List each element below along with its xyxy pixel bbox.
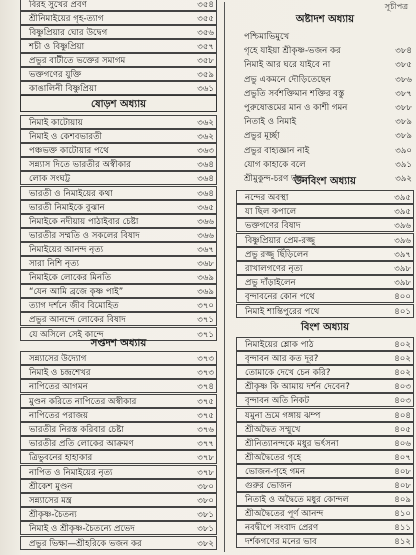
toc-entry-page: ৪০২ <box>394 368 411 379</box>
toc-entry-page: ৩৭৩ <box>197 354 214 364</box>
toc-entry <box>236 464 414 478</box>
toc-entry-title: পঞ্চভক্ত কাটোয়ার পথে <box>29 146 109 157</box>
toc-entry-page: ৩৯৬ <box>394 221 411 232</box>
chapter-heading: ষোড়শ অধ্যায় <box>20 95 217 112</box>
toc-entry-title: সারা নিশি নৃত্য <box>29 259 80 269</box>
toc-entry <box>20 365 217 379</box>
toc-entry-page: ৪০৮ <box>394 481 411 491</box>
toc-entry-title: যোগ কাহাকে বলে <box>244 159 306 170</box>
toc-entry-page: ৩৫৯ <box>197 70 214 80</box>
toc-entry <box>20 186 217 200</box>
toc-entry <box>236 218 414 232</box>
toc-entry-page: ৩৬৯ <box>197 287 214 298</box>
toc-entry <box>20 200 217 214</box>
toc-entry-title: সন্ন্যাসের মন্ত্র <box>29 496 72 506</box>
toc-entry <box>20 450 217 464</box>
toc-entry <box>20 270 217 284</box>
toc-entry-title: নিতাই ও নিমাই <box>244 117 297 128</box>
toc-entry <box>236 44 414 58</box>
toc-entry-page: ৩৭০ <box>197 301 214 312</box>
toc-entry-page: ৩৭৫ <box>197 410 214 421</box>
chapter-heading: সপ্তদশ অধ্যায় <box>90 338 147 349</box>
toc-entry-page: ৩৬৫ <box>197 202 214 213</box>
toc-entry-page: ৪০৬ <box>394 438 411 449</box>
toc-entry-page: ৩৮২ <box>197 538 214 549</box>
toc-entry <box>20 312 217 326</box>
toc-entry <box>20 284 217 298</box>
toc-entry <box>20 436 217 450</box>
toc-entry-title: শ্রীনিমাইয়ের গৃহ-ত্যাগ <box>29 14 104 24</box>
toc-entry-title: বিরহ সুখের প্রবণ <box>29 0 87 10</box>
toc-entry-title: শ্রীঅদ্বৈতের গৃহে <box>245 452 302 463</box>
toc-entry <box>236 365 414 379</box>
toc-entry-title: মুণ্ডন করিতে নাপিতের অস্বীকার <box>29 396 137 407</box>
toc-entry <box>236 158 414 172</box>
toc-entry-title: নিমাইয়ের আনন্দ নৃত্য <box>29 244 104 255</box>
toc-entry-page: ৪০২ <box>394 354 411 365</box>
toc-entry-page: ৩৬২ <box>197 132 214 143</box>
toc-entry-page: ৩৭৩ <box>197 368 214 379</box>
toc-entry-title: বৃন্দাবন অতি নিকট <box>245 396 310 407</box>
toc-entry-page: ৪০৩ <box>394 382 411 393</box>
toc-entry-title: যা ছিল কপালে <box>245 207 297 218</box>
toc-entry-title: সন্ন্যাসের উদ্যোগ <box>29 354 87 364</box>
toc-entry <box>236 436 414 450</box>
toc-entry <box>20 143 217 157</box>
toc-entry <box>236 520 414 534</box>
toc-entry-title: নিমাই ও চন্দ্রশেখর <box>29 368 91 379</box>
toc-entry <box>20 157 217 171</box>
toc-entry <box>236 450 414 464</box>
toc-entry <box>236 534 414 548</box>
toc-entry <box>236 379 414 393</box>
toc-entry-title: তোমাকে দেখে চেন করি? <box>245 368 331 379</box>
toc-entry-title: শ্রীকেশ মুণ্ডন <box>29 481 73 492</box>
toc-entry-title: ভারতীর সম্মতি ও সকলের বিষাদ <box>29 230 140 241</box>
toc-entry <box>236 115 414 129</box>
toc-entry-page: ৩৮১ <box>197 524 214 535</box>
toc-entry-page: ৩৬৯ <box>197 273 214 284</box>
toc-entry-page: ৩৮৯ <box>395 117 412 128</box>
toc-entry <box>20 81 217 95</box>
toc-entry-page: ৩৫৮ <box>197 56 214 66</box>
toc-entry-page: ৪০৮ <box>394 466 411 477</box>
toc-entry-title: শ্রীকৃষ্ণ কি আমায় দর্শন দেবেন? <box>245 382 350 393</box>
toc-entry-page: ৩৭৫ <box>197 396 214 407</box>
toc-entry-title: বৃন্দাবন আর কত দূর? <box>245 354 319 365</box>
toc-entry <box>236 422 414 436</box>
toc-entry-title: নন্দের অবস্থা <box>245 193 289 203</box>
toc-entry-page: ৩৭৭ <box>197 439 214 450</box>
toc-entry-title: নিমাই কাটোয়ায় <box>29 118 83 128</box>
toc-entry-title: প্রভুর বাহ্যজ্ঞান নাই <box>244 145 310 156</box>
toc-entry-page: ৩৮৬ <box>395 74 412 85</box>
toc-entry <box>20 408 217 422</box>
toc-entry-page: ৪০৫ <box>394 424 411 435</box>
toc-entry-page: ৩৮০ <box>197 481 214 492</box>
toc-entry-title: নিতাই ও অদ্বৈতে মধুর কোন্দল <box>245 495 349 506</box>
toc-entry-title: নাপিতের আগমন <box>29 382 88 393</box>
toc-entry-title: নিমাই শান্তিপুরের পথে <box>245 306 320 317</box>
toc-entry-page: ৩৯৭ <box>394 249 411 260</box>
toc-entry-title: ভারতী নিমাইকে বুঝান <box>29 202 105 213</box>
toc-entry-title: ভক্তগণের যুক্তি <box>29 70 82 80</box>
toc-entry-page: ৩৬২ <box>197 118 214 128</box>
toc-entry-title: নিমাই আর ঘরে যাইবে না <box>244 60 331 71</box>
toc-entry-page: ৪০০ <box>394 292 411 303</box>
toc-entry-title: নাপিতের পরাজয় <box>29 410 89 421</box>
toc-entry <box>236 233 414 247</box>
toc-entry-title: সন্ন্যাস দিতে ভারতীর অস্বীকার <box>29 160 131 171</box>
toc-entry-page: ৩৮৮ <box>395 103 412 113</box>
toc-entry-title: শ্রীকৃষ্ণ-চৈতন্য <box>29 510 77 521</box>
toc-entry <box>20 171 217 185</box>
toc-entry-page: ৪০৪ <box>394 410 411 421</box>
toc-entry-title: শ্রীমুকুন্দ-চরণ ভজন <box>244 174 311 184</box>
toc-entry-page: ৩৮৯ <box>395 131 412 142</box>
toc-entry <box>20 228 217 242</box>
toc-entry-page: ৩৭৪ <box>197 382 214 393</box>
toc-entry-title: শ্রীনিত্যানন্দকে মধুর ভর্ৎসনা <box>245 438 339 449</box>
toc-entry <box>236 506 414 520</box>
toc-entry-title: শ্রীঅদ্বৈত সম্মুখে <box>245 424 301 435</box>
toc-entry-page: ৪০১ <box>394 306 411 317</box>
toc-entry-title: ভক্তগণের বিষাদ <box>245 221 301 232</box>
toc-entry <box>236 393 414 407</box>
toc-entry-page: ৩৬৪ <box>197 188 214 199</box>
toc-entry-page: ৪০৭ <box>394 452 411 463</box>
toc-entry-title: দর্শকগণের মনের ভাব <box>245 537 317 548</box>
toc-entry-title: বিষ্ণুপ্রিয়ার ঘোর উদ্বেগ <box>29 28 108 38</box>
toc-entry-title: ত্যাগ দর্শনে জীব বিমোহিত <box>29 301 119 312</box>
toc-entry <box>20 0 217 11</box>
toc-entry-title: ভারতীর প্রতি লোকের আক্রমণ <box>29 439 134 450</box>
toc-entry-title: প্রভু দাঁড়াইলেন <box>245 278 296 289</box>
toc-entry <box>236 351 414 365</box>
toc-entry-page: ৩৯৬ <box>394 235 411 246</box>
toc-entry-page: ৩৭১ <box>197 329 214 340</box>
toc-entry <box>20 507 217 521</box>
toc-entry-page: ৩৭৮ <box>197 453 214 464</box>
toc-entry-page: ৩৫৬ <box>197 28 214 38</box>
toc-entry <box>236 304 414 318</box>
toc-entry <box>20 422 217 436</box>
toc-entry-title: গৃহে যাইয়া শ্রীকৃষ্ণ-ভজন কর <box>244 46 341 57</box>
toc-entry <box>20 115 217 129</box>
toc-entry <box>236 204 414 218</box>
toc-entry-page: ৩৮৫ <box>395 60 412 71</box>
toc-entry-page: ৩৭৬ <box>197 425 214 435</box>
toc-entry-title: প্রভুর আনন্দে লোকের বিষাদ <box>29 315 126 326</box>
toc-entry-title: শ্রীঅদ্বৈতের পূর্ণ আনন্দ <box>245 509 324 520</box>
chapter-heading: অষ্টাদশ অধ্যায় <box>295 14 355 25</box>
toc-entry <box>20 536 217 550</box>
toc-entry-title: নিমাইয়ের শ্লোক পাঠ <box>245 340 314 350</box>
toc-entry <box>236 247 414 261</box>
column-divider <box>224 2 225 552</box>
toc-entry-title: ভারতী ও নিমাইয়ের কথা <box>29 188 113 199</box>
toc-entry-page: ৩৫৭ <box>197 42 214 52</box>
toc-entry-title: প্রভুর বাটীতে ভক্তের সমাগম <box>29 56 126 66</box>
chapter-heading: উনবিংশ অধ্যায় <box>294 176 356 187</box>
toc-entry-page: ৩৮৭ <box>395 88 412 99</box>
toc-entry <box>236 101 414 115</box>
toc-entry <box>236 87 414 101</box>
chapter-heading: বিংশ অধ্যায় <box>300 322 350 333</box>
toc-entry-title: নিমাইকে নদীয়ায় পাঠাইবার চেষ্টা <box>29 216 139 227</box>
toc-entry <box>20 256 217 270</box>
toc-entry-title: নিমাইকে লোকের মিনতি <box>29 273 112 284</box>
toc-entry-page: ৪০৯ <box>394 495 411 506</box>
toc-entry <box>236 275 414 289</box>
toc-entry-title: নিমাই ও কেশবভারতী <box>29 132 103 143</box>
toc-entry <box>20 351 217 365</box>
toc-entry-page: ৩৯৫ <box>394 207 411 218</box>
toc-entry-page: ৪০২ <box>394 340 411 350</box>
toc-entry-page: ৩৬৭ <box>197 244 214 255</box>
toc-entry-page: ৪১০ <box>394 509 411 520</box>
toc-entry <box>20 39 217 53</box>
toc-entry-title: প্রভু একমনে দৌড়িতেছেন <box>244 74 331 85</box>
toc-entry-title: কাঙালিনী বিষ্ণুপ্রিয়া <box>29 84 97 94</box>
toc-entry <box>20 479 217 493</box>
toc-entry-title: প্রভুর মূর্চ্ছা <box>244 131 280 142</box>
toc-entry-title: গুরুর ভোজন <box>245 481 292 491</box>
toc-entry-page: ৩৯০ <box>395 145 412 156</box>
toc-entry-title: প্রভু রজ্জু ছিঁড়িলেন <box>245 249 309 260</box>
toc-entry-page: ৪০৩ <box>394 396 411 407</box>
toc-entry-title: বিষ্ণুপ্রিয়ার প্রেম-রজ্জু <box>245 235 316 246</box>
toc-entry-page: ৩৭১ <box>197 315 214 326</box>
toc-entry-title: শচী ও বিষ্ণুপ্রিয়া <box>29 42 85 52</box>
toc-entry <box>236 289 414 303</box>
toc-entry-title: নবদ্বীপে সংবাদ প্রেরণ <box>245 523 319 534</box>
toc-entry-page: ৩৬৮ <box>197 259 214 269</box>
toc-entry <box>20 493 217 507</box>
toc-entry <box>236 492 414 506</box>
toc-entry <box>236 408 414 422</box>
toc-entry <box>20 11 217 25</box>
toc-entry <box>236 58 414 72</box>
toc-entry-page: ৩৬৪ <box>197 160 214 171</box>
toc-entry-title: যে অসিলে সেই কান্দে <box>29 329 104 340</box>
toc-entry-page: ৩৮০ <box>197 496 214 506</box>
toc-entry-page: ৩৯৮ <box>394 278 411 289</box>
toc-entry-title: ভোজন-গৃহে গমন <box>245 466 306 477</box>
toc-entry-title: পশ্চিমাভিমুখে <box>244 32 290 42</box>
toc-entry-page: ৪১২ <box>394 537 411 548</box>
toc-entry-title: লোক সংঘট্ট <box>29 174 71 185</box>
toc-entry <box>20 242 217 256</box>
toc-entry-title: “যেন আমি ব্রজে কৃষ্ণ পাই” <box>29 287 124 298</box>
toc-entry-title: রাখালগণের নৃত্য <box>245 264 303 274</box>
toc-entry-title: নাপিত ও নিমাইয়ের নৃত্য <box>29 467 113 478</box>
toc-entry <box>236 190 414 204</box>
toc-entry-title: প্রভুর ভিক্ষা—শ্রীহরিকে ভজন কর <box>29 538 142 549</box>
toc-entry-title: প্রভুতি সর্বশক্তিমান শক্তির বস্তু <box>244 88 345 99</box>
toc-entry-page: ৩৯১ <box>395 159 412 170</box>
toc-entry <box>236 129 414 143</box>
toc-entry-page: ৩৮১ <box>197 510 214 521</box>
toc-entry-title: ভারতীর নিরস্ত করিবার চেষ্টা <box>29 425 124 435</box>
toc-entry-page: ৩৬৬ <box>197 230 214 241</box>
toc-entry-title: যমুনা ভ্রমে গঙ্গায় ঝম্প <box>245 410 321 421</box>
toc-entry <box>20 465 217 479</box>
running-head: সূচীপত্র <box>384 2 408 11</box>
toc-entry <box>20 214 217 228</box>
toc-entry <box>20 521 217 535</box>
toc-entry-page: ৩৬৬ <box>197 216 214 227</box>
toc-entry <box>20 298 217 312</box>
toc-entry <box>236 337 414 351</box>
toc-entry-page: ৩৯৫ <box>394 193 411 203</box>
toc-entry <box>20 379 217 393</box>
toc-entry <box>236 144 414 158</box>
toc-entry-page: ৩৬৪ <box>197 174 214 185</box>
toc-entry <box>236 73 414 87</box>
toc-entry-page: ৩৮৪ <box>395 46 412 57</box>
toc-entry-title: ত্রিভুবনের হাহাকার <box>29 453 93 464</box>
toc-entry-title: নিমাই ও শ্রীকৃষ্ণ-চৈতন্যে প্রভেদ <box>29 524 135 535</box>
toc-entry-title: বৃন্দাবনের কোন পথে <box>245 292 315 303</box>
toc-entry <box>20 67 217 81</box>
toc-entry-page: ৩৯৮ <box>394 264 411 274</box>
toc-entry <box>20 25 217 39</box>
toc-entry-page: ৪১১ <box>394 523 411 534</box>
toc-entry <box>20 394 217 408</box>
toc-entry <box>20 129 217 143</box>
toc-entry-page: ৩৬৩ <box>197 146 214 157</box>
toc-entry <box>236 30 414 44</box>
toc-entry <box>20 53 217 67</box>
toc-entry-page: ৩৫৪ <box>197 0 214 10</box>
toc-entry-page: ৩৭৮ <box>197 467 214 478</box>
toc-entry-title: পুরুষোত্তমের মান ও কাশী গমন <box>244 103 348 113</box>
toc-entry-page: ৩৬১ <box>197 84 214 94</box>
toc-entry <box>236 478 414 492</box>
toc-entry-page: ৩৯২ <box>395 174 412 184</box>
toc-entry <box>236 261 414 275</box>
toc-entry-page: ৩৫৫ <box>197 14 214 24</box>
